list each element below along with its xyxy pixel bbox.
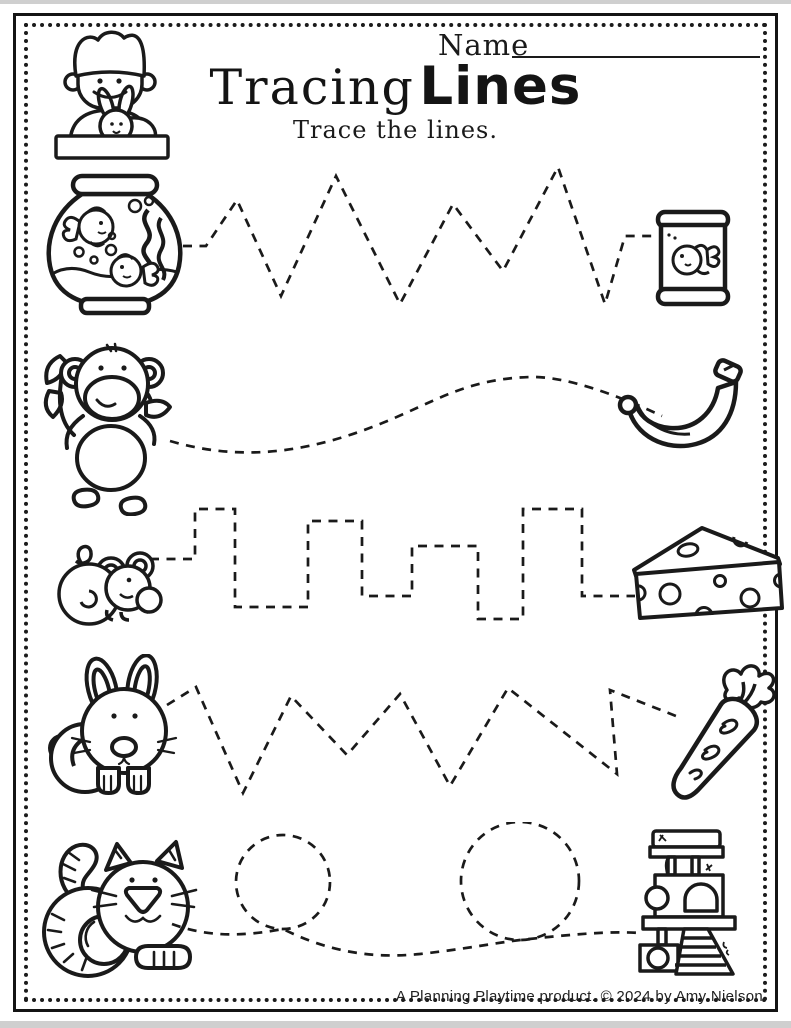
scan-edge: [0, 0, 791, 4]
tracing-line-zigzag-1[interactable]: [180, 164, 660, 316]
tracing-line-zigzag-4[interactable]: [160, 679, 680, 801]
tracing-line-loops-5[interactable]: [165, 822, 645, 986]
page-title-part1: Tracing: [209, 59, 415, 116]
page-title-part2: Lines: [419, 56, 582, 117]
tracing-line-wave-2[interactable]: [165, 359, 665, 469]
carrot-icon: [663, 660, 781, 808]
tracing-line-square-wave-3[interactable]: [148, 502, 638, 627]
footer-credit: A Planning Playtime product. © 2024 by Amy Nielson: [395, 988, 763, 1005]
fishbowl-icon: [36, 170, 194, 318]
banana-icon: [612, 346, 746, 464]
worksheet-page: [0, 4, 791, 1021]
page-title: [0, 56, 791, 117]
cat-tower-icon: [636, 826, 743, 988]
name-label: Name: [438, 28, 530, 62]
cheese-icon: [626, 520, 790, 634]
fish-food-can-icon: [654, 207, 732, 309]
monkey-icon: [38, 338, 186, 516]
name-write-line: [512, 30, 760, 58]
mouse-icon: [50, 538, 164, 632]
page-subtitle: Trace the lines.: [293, 116, 498, 144]
